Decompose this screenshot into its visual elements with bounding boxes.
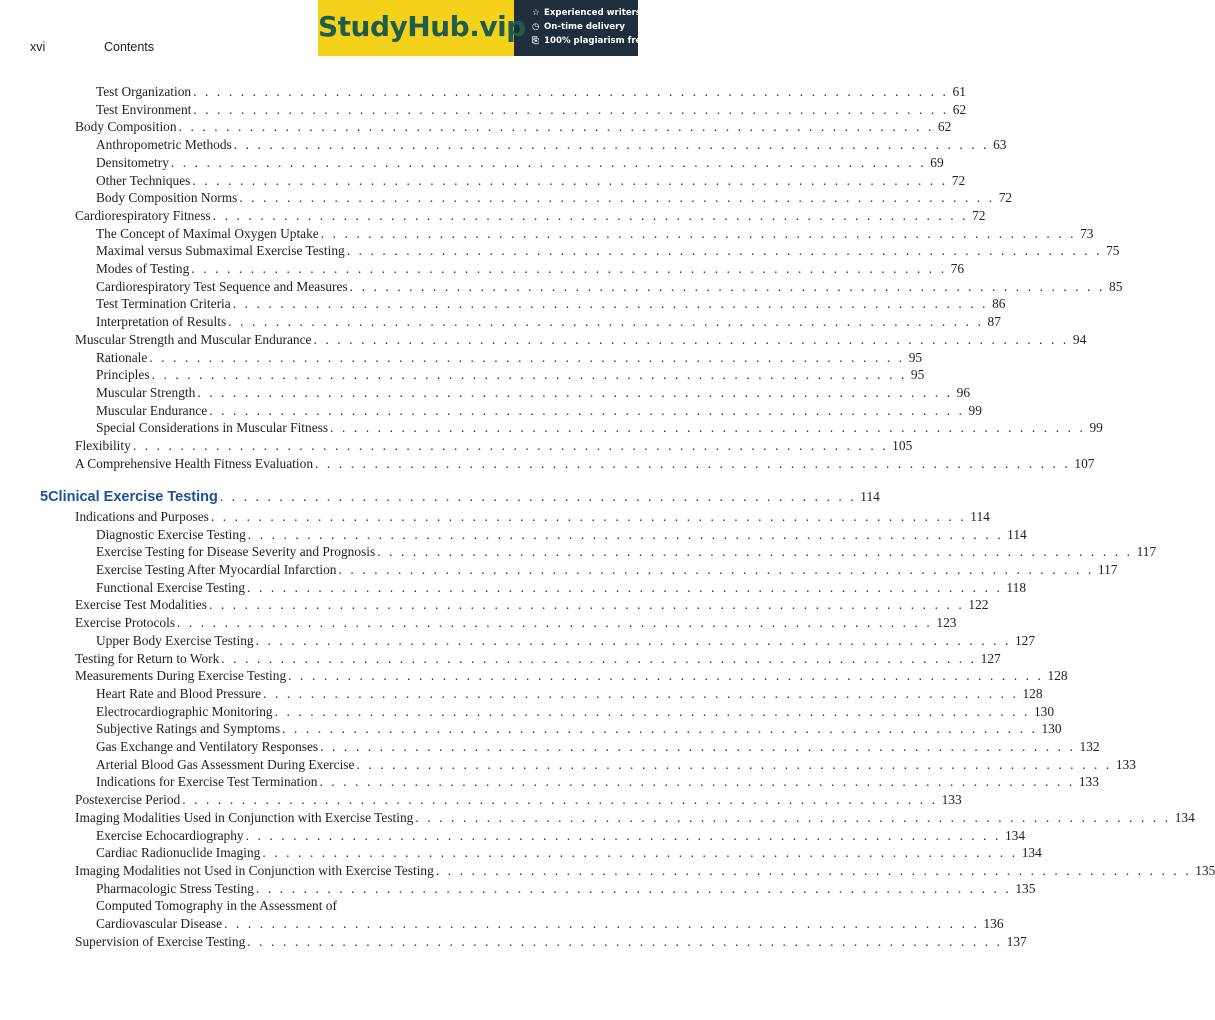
entry-title: Muscular Endurance bbox=[96, 402, 208, 418]
toc-subsection-entry[interactable] bbox=[96, 83, 966, 101]
entry-title: Test Termination Criteria bbox=[96, 296, 231, 312]
toc-subsection-entry[interactable] bbox=[96, 543, 1157, 561]
leader-dots: . . . . . . . . . . . . . . . . . . . . . . . . . . . . . . . . . . . . . . . . . . . . . . . . . . . . . . . . . . . . . . . . bbox=[228, 314, 984, 330]
leader-dots: . . . . . . . . . . . . . . . . . . . . . . . . . . . . . . . . . . . . . . . . . . . . . . . . . . . . . . . . . . . . . . . . bbox=[191, 261, 947, 276]
ad-banner[interactable] bbox=[318, 0, 648, 56]
entry-title: Cardiovascular Disease bbox=[96, 916, 223, 931]
entry-page: 134 bbox=[1021, 845, 1042, 861]
leader-dots: . . . . . . . . . . . . . . . . . . . . . . . . . . . . . . . . . . . . . . . . . . . . . . . . . . . . . . . . . . . . . . . . bbox=[197, 384, 953, 400]
entry-page: 96 bbox=[956, 384, 971, 400]
leader-dots: . . . . . . . . . . . . . . . . . . . . . . . . . . . . . . . . . . . . . . . . . . . . . . . . . . . . . . . . . . . . . . . . bbox=[192, 172, 948, 188]
running-header bbox=[30, 40, 154, 54]
clock-icon: ◷ bbox=[532, 22, 540, 32]
toc-section-entry[interactable] bbox=[75, 933, 1027, 951]
entry-title: Indications for Exercise Test Termination bbox=[96, 774, 318, 790]
entry-page: 123 bbox=[936, 615, 957, 631]
entry-title: Postexercise Period bbox=[75, 792, 181, 808]
toc-section-entry[interactable] bbox=[75, 667, 1068, 685]
toc-subsection-entry[interactable] bbox=[96, 402, 982, 420]
chapter-page: 114 bbox=[860, 489, 880, 505]
entry-title: Supervision of Exercise Testing bbox=[75, 933, 246, 949]
leader-dots: . . . . . . . . . . . . . . . . . . . . . . . . . . . . . . . . . . . . . . . . . . . . . . . . . . . . . . . . . . . . . . . . bbox=[232, 296, 989, 312]
entry-page: 122 bbox=[968, 597, 989, 613]
entry-title: Other Techniques bbox=[96, 172, 191, 188]
entry-page: 95 bbox=[910, 367, 925, 383]
toc-subsection-entry[interactable] bbox=[96, 225, 1094, 243]
leader-dots: . . . . . . . . . . . . . . . . . . . . . . . . . . . . . . . . . . . . . . . . . . . . . . . . . . . . . . . . . . . . . . . . bbox=[255, 632, 1011, 648]
leader-dots: . . . . . . . . . . . . . . . . . . . . . . . . . . . . . . . . . . . . . . . . . . . . . . . . . . . . . . . . . . . . . . . . bbox=[415, 809, 1171, 825]
entry-page: 99 bbox=[968, 402, 982, 418]
entry-page: 118 bbox=[1006, 579, 1027, 595]
entry-page: 133 bbox=[1115, 756, 1136, 772]
chapter-number: 5 bbox=[40, 489, 49, 506]
toc-subsection-entry[interactable] bbox=[96, 366, 925, 384]
toc-subsection-entry[interactable] bbox=[96, 738, 1100, 756]
toc-section-entry[interactable] bbox=[75, 437, 913, 455]
banner-feature: ◷ On-time delivery bbox=[532, 22, 625, 32]
leader-dots: . . . . . . . . . . . . . . . . . . . . . . . . . . . . . . . . . . . . . . . . . . . . . . . . . . . . . . . . . . . . . . . . bbox=[315, 455, 1071, 471]
leader-dots: . . . . . . . . . . . . . . . . . . . . . . . . . . . . . . . . . . . . . . . . . . . . . . . . . . . . . . . . . . . . . . . . bbox=[193, 101, 949, 117]
leader-dots: . . . . . . . . . . . . . . . . . . . . . . . . . . . . . . . . . . . . . . . . . . . . . . . . . . . . . . . . . . . . . . . . bbox=[233, 137, 990, 153]
entry-title: Test Organization bbox=[96, 84, 192, 99]
leader-dots: . . . . . . . . . . . . . . . . . . . . . . . . . . . . . . . . . . . . . . . . . . . . . . . . . . . . . . . . . . . . . . . . bbox=[210, 508, 967, 524]
leader-dots: . . . . . . . . . . . . . . . . . . . . . . . . . . . . . . . . . . . . . . . . . . . . . . . . . . . . . . . . . . . . . . . . bbox=[330, 420, 1086, 436]
entry-title: Muscular Strength bbox=[96, 384, 196, 400]
leader-dots: . . . . . . . . . . . . . . . . . . . . . . . . . . . . . . . . . . . . . . . . . . . . . . . . . . . . . . bbox=[219, 489, 857, 505]
toc-subsection-entry[interactable] bbox=[96, 880, 1036, 898]
toc-subsection-entry[interactable] bbox=[96, 827, 1026, 845]
entry-page: 94 bbox=[1072, 331, 1087, 347]
entry-title: Exercise Test Modalities bbox=[75, 597, 207, 613]
entry-page: 87 bbox=[987, 314, 1001, 330]
leader-dots: . . . . . . . . . . . . . . . . . . . . . . . . . . . . . . . . . . . . . . . . . . . . . . . . . . . . . . . . . . . . . . . . bbox=[288, 668, 1044, 684]
entry-title: Functional Exercise Testing bbox=[96, 579, 246, 595]
entry-title: Special Considerations in Muscular Fitness bbox=[96, 420, 329, 436]
entry-title: Exercise Testing After Myocardial Infarction bbox=[96, 562, 337, 577]
toc-subsection-entry[interactable] bbox=[96, 136, 1007, 154]
entry-title: Cardiorespiratory Test Sequence and Measures bbox=[96, 278, 348, 294]
entry-page: 72 bbox=[998, 190, 1013, 206]
toc-subsection-entry[interactable] bbox=[96, 349, 923, 367]
entry-page: 134 bbox=[1004, 827, 1026, 843]
entry-page: 76 bbox=[950, 261, 965, 276]
toc-subsection-entry[interactable] bbox=[96, 101, 967, 119]
entry-title: Measurements During Exercise Testing bbox=[75, 668, 287, 684]
chapter-title: Clinical Exercise Testing bbox=[48, 489, 218, 506]
toc-subsection-entry[interactable] bbox=[96, 844, 1042, 862]
entry-title: Body Composition bbox=[75, 119, 177, 135]
entry-page: 73 bbox=[1080, 225, 1094, 241]
leader-dots: . . . . . . . . . . . . . . . . . . . . . . . . . . . . . . . . . . . . . . . . . . . . . . . . . . . . . . . . . . . . . . . . bbox=[245, 827, 1001, 843]
leader-dots: . . . . . . . . . . . . . . . . . . . . . . . . . . . . . . . . . . . . . . . . . . . . . . . . . . . . . . . . . . . . . . . . bbox=[212, 207, 969, 223]
entry-page: 128 bbox=[1022, 685, 1043, 701]
entry-page: 127 bbox=[1014, 632, 1036, 648]
entry-page: 127 bbox=[980, 650, 1001, 666]
leader-dots: . . . . . . . . . . . . . . . . . . . . . . . . . . . . . . . . . . . . . . . . . . . . . . . . . . . . . . . . . . . . . . . . bbox=[263, 685, 1019, 701]
leader-dots: . . . . . . . . . . . . . . . . . . . . . . . . . . . . . . . . . . . . . . . . . . . . . . . . . . . . . . . . . . . . . . . . bbox=[221, 650, 977, 666]
leader-dots: . . . . . . . . . . . . . . . . . . . . . . . . . . . . . . . . . . . . . . . . . . . . . . . . . . . . . . . . . . . . . . . . bbox=[349, 278, 1106, 294]
entry-page: 114 bbox=[970, 508, 990, 524]
leader-dots: . . . . . . . . . . . . . . . . . . . . . . . . . . . . . . . . . . . . . . . . . . . . . . . . . . . . . . . . . . . . . . . . bbox=[274, 703, 1030, 719]
toc-subsection-entry[interactable] bbox=[96, 915, 1004, 933]
leader-dots: . . . . . . . . . . . . . . . . . . . . . . . . . . . . . . . . . . . . . . . . . . . . . . . . . . . . . . . . . . . . . . . . bbox=[262, 845, 1018, 861]
entry-page: 75 bbox=[1106, 243, 1120, 259]
toc-section-entry[interactable] bbox=[75, 207, 986, 225]
leader-dots: . . . . . . . . . . . . . . . . . . . . . . . . . . . . . . . . . . . . . . . . . . . . . . . . . . . . . . . . . . . . . . . . bbox=[338, 562, 1094, 577]
entry-title: Cardiorespiratory Fitness bbox=[75, 207, 211, 223]
leader-dots: . . . . . . . . . . . . . . . . . . . . . . . . . . . . . . . . . . . . . . . . . . . . . . . . . . . . . . . . . . . . . . . . bbox=[377, 544, 1133, 560]
entry-title: Body Composition Norms bbox=[96, 190, 238, 206]
leader-dots: . . . . . . . . . . . . . . . . . . . . . . . . . . . . . . . . . . . . . . . . . . . . . . . . . . . . . . . . . . . . . . . . bbox=[247, 933, 1003, 949]
entry-page: 114 bbox=[1007, 526, 1027, 542]
entry-page: 72 bbox=[951, 172, 966, 188]
toc-subsection-entry[interactable] bbox=[96, 720, 1062, 738]
toc-subsection-entry[interactable] bbox=[96, 756, 1136, 774]
toc-subsection-entry[interactable] bbox=[96, 189, 1013, 207]
leader-dots: . . . . . . . . . . . . . . . . . . . . . . . . . . . . . . . . . . . . . . . . . . . . . . . . . . . . . . . . . . . . . . . . bbox=[356, 756, 1112, 772]
toc-section-entry[interactable] bbox=[75, 455, 1095, 473]
toc-subsection-entry[interactable] bbox=[96, 260, 965, 278]
entry-title: Anthropometric Methods bbox=[96, 137, 232, 153]
entry-title: Electrocardiographic Monitoring bbox=[96, 703, 273, 719]
toc-section-entry[interactable] bbox=[75, 596, 989, 614]
document-icon: ⎘ bbox=[532, 36, 539, 46]
entry-title: The Concept of Maximal Oxygen Uptake bbox=[96, 225, 319, 241]
toc-section-entry[interactable] bbox=[75, 331, 1087, 349]
section-title: Contents bbox=[104, 40, 155, 54]
toc-subsection-entry[interactable] bbox=[96, 561, 1118, 579]
leader-dots: . . . . . . . . . . . . . . . . . . . . . . . . . . . . . . . . . . . . . . . . . . . . . . . . . . . . . . . . . . . . . . . . bbox=[346, 243, 1103, 259]
leader-dots: . . . . . . . . . . . . . . . . . . . . . . . . . . . . . . . . . . . . . . . . . . . . . . . . . . . . . . . . . . . . . . . . bbox=[247, 526, 1004, 542]
leader-dots: . . . . . . . . . . . . . . . . . . . . . . . . . . . . . . . . . . . . . . . . . . . . . . . . . . . . . . . . . . . . . . . . bbox=[282, 721, 1038, 737]
toc-subsection-entry[interactable] bbox=[96, 897, 571, 915]
entry-page: 117 bbox=[1097, 562, 1118, 577]
entry-title: Diagnostic Exercise Testing bbox=[96, 526, 246, 542]
chapter-heading[interactable] bbox=[40, 487, 880, 507]
leader-dots: . . . . . . . . . . . . . . . . . . . . . . . . . . . . . . . . . . . . . . . . . . . . . . . . . . . . . . . . . . . . . . . . bbox=[320, 225, 1077, 241]
entry-page: 134 bbox=[1174, 809, 1195, 825]
entry-title: Pharmacologic Stress Testing bbox=[96, 880, 254, 896]
entry-page: 99 bbox=[1089, 420, 1103, 436]
entry-title: Cardiac Radionuclide Imaging bbox=[96, 845, 261, 861]
entry-page: 85 bbox=[1109, 278, 1123, 294]
entry-page: 130 bbox=[1041, 721, 1062, 737]
leader-dots: . . . . . . . . . . . . . . . . . . . . . . . . . . . . . . . . . . . . . . . . . . . . . . . . . . . . . . . . . . . . . . . . bbox=[247, 579, 1003, 595]
entry-title: Principles bbox=[96, 367, 150, 383]
leader-dots: . . . . . . . . . . . . . . . . . . . . . . . . . . . . . . . . . . . . . . . . . . . . . . . . . . . . . . . . . . . . . . . . bbox=[256, 880, 1012, 896]
entry-page: 137 bbox=[1006, 933, 1027, 949]
entry-title: Heart Rate and Blood Pressure bbox=[96, 685, 262, 701]
toc-subsection-entry[interactable] bbox=[96, 419, 1103, 437]
entry-title: A Comprehensive Health Fitness Evaluation bbox=[75, 455, 314, 471]
entry-title: Flexibility bbox=[75, 438, 131, 453]
toc-subsection-entry[interactable] bbox=[96, 295, 1006, 313]
entry-title: Exercise Protocols bbox=[75, 615, 176, 631]
toc-subsection-entry[interactable] bbox=[96, 384, 971, 402]
entry-title: Upper Body Exercise Testing bbox=[96, 632, 254, 648]
entry-page: 62 bbox=[952, 101, 967, 117]
leader-dots: . . . . . . . . . . . . . . . . . . . . . . . . . . . . . . . . . . . . . . . . . . . . . . . . . . . . . . . . . . . . . . . . bbox=[182, 792, 938, 808]
entry-title: Subjective Ratings and Symptoms bbox=[96, 721, 281, 737]
leader-dots: . . . . . . . . . . . . . . . . . . . . . . . . . . . . . . . . . . . . . . . . . . . . . . . . . . . . . . . . . . . . . . . . bbox=[319, 774, 1075, 790]
entry-title: Computed Tomography in the Assessment of bbox=[96, 898, 337, 914]
studyhub-logo[interactable]: StudyHub.vip bbox=[318, 0, 514, 56]
entry-title: Test Environment bbox=[96, 101, 192, 117]
leader-dots: . . . . . . . . . . . . . . . . . . . . . . . . . . . . . . . . . . . . . . . . . . . . . . . . . . . . . . . . . . . . . . . . bbox=[313, 331, 1069, 347]
entry-title: Imaging Modalities not Used in Conjunction with Exercise Testing bbox=[75, 862, 434, 878]
banner-feature: ⎘ 100% plagiarism free bbox=[532, 36, 648, 46]
entry-page: 86 bbox=[992, 296, 1006, 312]
toc-subsection-entry[interactable] bbox=[96, 685, 1043, 703]
entry-title: Modes of Testing bbox=[96, 261, 190, 276]
entry-title: Indications and Purposes bbox=[75, 508, 209, 524]
toc-section-entry[interactable] bbox=[75, 809, 1195, 827]
toc-subsection-entry[interactable] bbox=[96, 278, 1123, 296]
entry-title: Testing for Return to Work bbox=[75, 650, 220, 666]
leader-dots: . . . . . . . . . . . . . . . . . . . . . . . . . . . . . . . . . . . . . . . . . . . . . . . . . . . . . . . . . . . . . . . . bbox=[239, 190, 995, 206]
entry-page: 69 bbox=[930, 154, 944, 170]
leader-dots: . . . . . . . . . . . . . . . . . . . . . . . . . . . . . . . . . . . . . . . . . . . . . . . . . . . . . . . . . . . . . . . . bbox=[178, 119, 934, 135]
toc-section-entry[interactable] bbox=[75, 791, 962, 809]
entry-title: Gas Exchange and Ventilatory Responses bbox=[96, 739, 319, 754]
entry-title: Rationale bbox=[96, 349, 148, 365]
banner-feature-list bbox=[532, 6, 647, 48]
entry-page: 136 bbox=[983, 916, 1004, 931]
toc-subsection-entry[interactable] bbox=[96, 526, 1027, 544]
entry-page: 135 bbox=[1195, 862, 1215, 878]
toc-section-entry[interactable] bbox=[75, 508, 990, 526]
entry-page: 133 bbox=[941, 792, 962, 808]
leader-dots: . . . . . . . . . . . . . . . . . . . . . . . . . . . . . . . . . . . . . . . . . . . . . . . . . . . . . . . . . . . . . . . . bbox=[193, 84, 949, 99]
leader-dots: . . . . . . . . . . . . . . . . . . . . . . . . . . . . . . . . . . . . . . . . . . . . . . . . . . . . . . . . . . . . . . . . bbox=[132, 438, 889, 453]
toc-section-entry[interactable] bbox=[75, 118, 952, 136]
leader-dots: . . . . . . . . . . . . . . . . . . . . . . . . . . . . . . . . . . . . . . . . . . . . . . . . . . . . . . . . . . . . . . . . bbox=[208, 597, 965, 613]
entry-title: Imaging Modalities Used in Conjunction with Exercise Testing bbox=[75, 809, 414, 825]
banner-feature: ☆ Experienced writers bbox=[532, 8, 642, 18]
toc-subsection-entry[interactable] bbox=[96, 773, 1099, 791]
entry-page: 63 bbox=[993, 137, 1007, 153]
entry-page: 132 bbox=[1079, 739, 1100, 754]
toc-subsection-entry[interactable] bbox=[96, 703, 1055, 721]
entry-page: 72 bbox=[972, 207, 986, 223]
entry-page: 117 bbox=[1136, 544, 1157, 560]
leader-dots: . . . . . . . . . . . . . . . . . . . . . . . . . . . . . . . . . . . . . . . . . . . . . . . . . . . . . . . . . . . . . . . . bbox=[170, 154, 927, 170]
entry-title: Arterial Blood Gas Assessment During Exercise bbox=[96, 756, 355, 772]
toc-subsection-entry[interactable] bbox=[96, 242, 1120, 260]
toc-section-entry[interactable] bbox=[75, 614, 957, 632]
entry-title: Exercise Echocardiography bbox=[96, 827, 244, 843]
toc-subsection-entry[interactable] bbox=[96, 154, 944, 172]
page-number: xvi bbox=[30, 40, 46, 54]
toc-section-entry[interactable] bbox=[75, 650, 1001, 668]
toc-subsection-entry[interactable] bbox=[96, 579, 1027, 597]
leader-dots: . . . . . . . . . . . . . . . . . . . . . . . . . . . . . . . . . . . . . . . . . . . . . . . . . . . . . . . . . . . . . . . . bbox=[435, 862, 1192, 878]
entry-title: Exercise Testing for Disease Severity and Prognosis bbox=[96, 544, 376, 560]
leader-dots: . . . . . . . . . . . . . . . . . . . . . . . . . . . . . . . . . . . . . . . . . . . . . . . . . . . . . . . . . . . . . . . . bbox=[209, 402, 965, 418]
leader-dots: . . . . . . . . . . . . . . . . . . . . . . . . . . . . . . . . . . . . . . . . . . . . . . . . . . . . . . . . . . . . . . . . bbox=[224, 916, 980, 931]
entry-page: 105 bbox=[892, 438, 913, 453]
entry-title: Muscular Strength and Muscular Endurance bbox=[75, 331, 312, 347]
entry-page: 107 bbox=[1074, 455, 1095, 471]
toc-subsection-entry[interactable] bbox=[96, 632, 1036, 650]
leader-dots: . . . . . . . . . . . . . . . . . . . . . . . . . . . . . . . . . . . . . . . . . . . . . . . . . . . . . . . . . . . . . . . . bbox=[151, 367, 907, 383]
toc-section-entry[interactable] bbox=[75, 862, 1215, 880]
star-icon: ☆ bbox=[532, 8, 540, 18]
leader-dots: . . . . . . . . . . . . . . . . . . . . . . . . . . . . . . . . . . . . . . . . . . . . . . . . . . . . . . . . . . . . . . . . bbox=[149, 349, 905, 365]
entry-page: 95 bbox=[908, 349, 923, 365]
leader-dots: . . . . . . . . . . . . . . . . . . . . . . . . . . . . . . . . . . . . . . . . . . . . . . . . . . . . . . . . . . . . . . . . bbox=[177, 615, 933, 631]
leader-dots: . . . . . . . . . . . . . . . . . . . . . . . . . . . . . . . . . . . . . . . . . . . . . . . . . . . . . . . . . . . . . . . . bbox=[320, 739, 1076, 754]
toc-subsection-entry[interactable] bbox=[96, 172, 966, 190]
entry-page: 133 bbox=[1078, 774, 1099, 790]
entry-page: 135 bbox=[1015, 880, 1036, 896]
entry-page: 61 bbox=[952, 84, 966, 99]
toc-subsection-entry[interactable] bbox=[96, 313, 1001, 331]
entry-page: 128 bbox=[1047, 668, 1068, 684]
entry-page: 130 bbox=[1033, 703, 1055, 719]
entry-title: Interpretation of Results bbox=[96, 314, 227, 330]
entry-page: 62 bbox=[937, 119, 952, 135]
entry-title: Maximal versus Submaximal Exercise Testing bbox=[96, 243, 345, 259]
entry-title: Densitometry bbox=[96, 154, 169, 170]
